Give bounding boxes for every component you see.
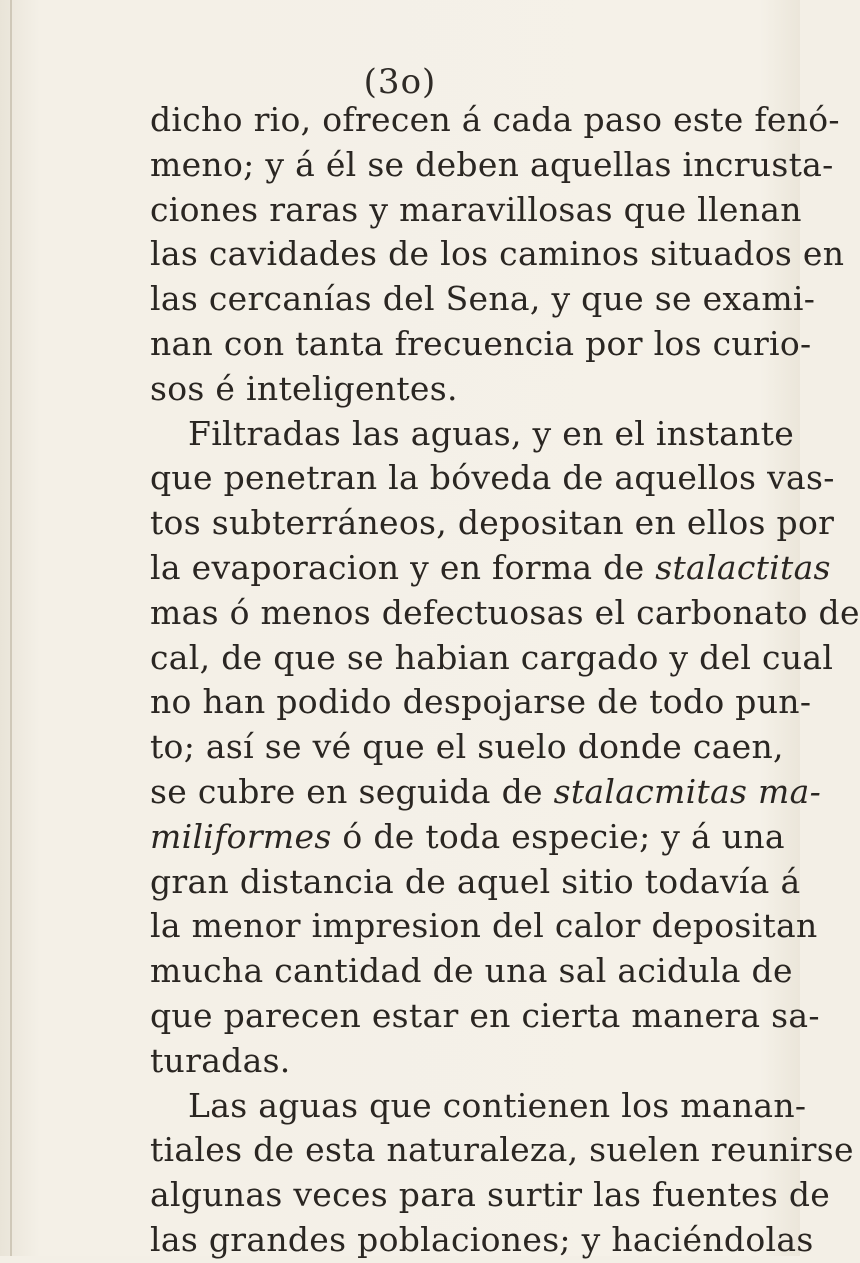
line-text: tos subterráneos, depositan en ellos por [150,503,835,543]
text-line [150,904,818,949]
line-text: cal, de que se habian cargado y del cual [150,637,834,677]
line-text: algunas veces para surtir las fuentes de [150,1175,831,1215]
line-text: la menor impresion del calor depositan [150,906,818,946]
italic-term: miliformes [150,816,332,856]
line-text: que penetran la bóveda de aquellos vas- [150,458,835,498]
line-text: tiales de esta naturaleza, suelen reunirse [150,1130,854,1170]
text-line [150,546,831,591]
text-line [150,322,812,367]
line-text: no han podido despojarse de todo pun- [150,682,812,722]
body-text [150,98,860,1263]
italic-term: stalacmitas ma- [553,771,822,811]
line-text: que parecen estar en cierta manera sa- [150,995,820,1035]
text-line [150,232,845,277]
text-line [150,725,784,770]
line-text: to; así se vé que el suelo donde caen, [150,727,784,767]
line-text: dicho rio, ofrecen á cada paso este fenó- [150,100,840,139]
text-line [150,188,802,233]
line-text: las cercanías del Sena, y que se exami- [150,279,816,319]
text-line [150,860,801,905]
line-text: meno; y á él se deben aquellas incrusta- [150,144,834,184]
line-text: Las aguas que contienen los manan- [188,1085,807,1125]
text-line [150,770,822,815]
line-text: ciones raras y maravillosas que llenan [150,189,802,229]
line-text: las grandes poblaciones; y haciéndolas [150,1219,814,1259]
text-line [150,98,840,143]
text-line [150,949,793,994]
text-line [150,1128,854,1173]
text-line [150,367,770,412]
text-line [150,680,812,725]
text-line [150,815,785,860]
line-text: la evaporacion y en forma de [150,547,656,587]
text-line [150,591,860,636]
line-text: sos é inteligentes. [150,368,458,408]
line-text: las cavidades de los caminos situados en [150,234,845,274]
text-line [150,456,835,501]
italic-term: stalactitas [655,547,831,587]
line-text: ó de toda especie; y á una [331,816,785,856]
line-text: mas ó menos defectuosas el carbonato de [150,592,860,632]
line-text: Filtradas las aguas, y en el instante [188,413,795,453]
text-line [150,994,820,1039]
line-text: nan con tanta frecuencia por los curio- [150,323,812,363]
text-line [150,1218,814,1263]
text-line [150,412,795,457]
line-text: mucha cantidad de una sal acidula de [150,951,793,991]
text-line [150,636,834,681]
line-text: se cubre en seguida de [150,771,554,811]
text-line [150,501,835,546]
page-gutter [10,0,12,1256]
text-line [150,1039,770,1084]
text-line [150,1084,807,1129]
text-line [150,143,834,188]
line-text: gran distancia de aquel sitio todavía á [150,861,801,901]
line-text: turadas. [150,1040,291,1080]
text-line [150,277,816,322]
page-number: (3o) [363,62,437,102]
text-line [150,1173,831,1218]
